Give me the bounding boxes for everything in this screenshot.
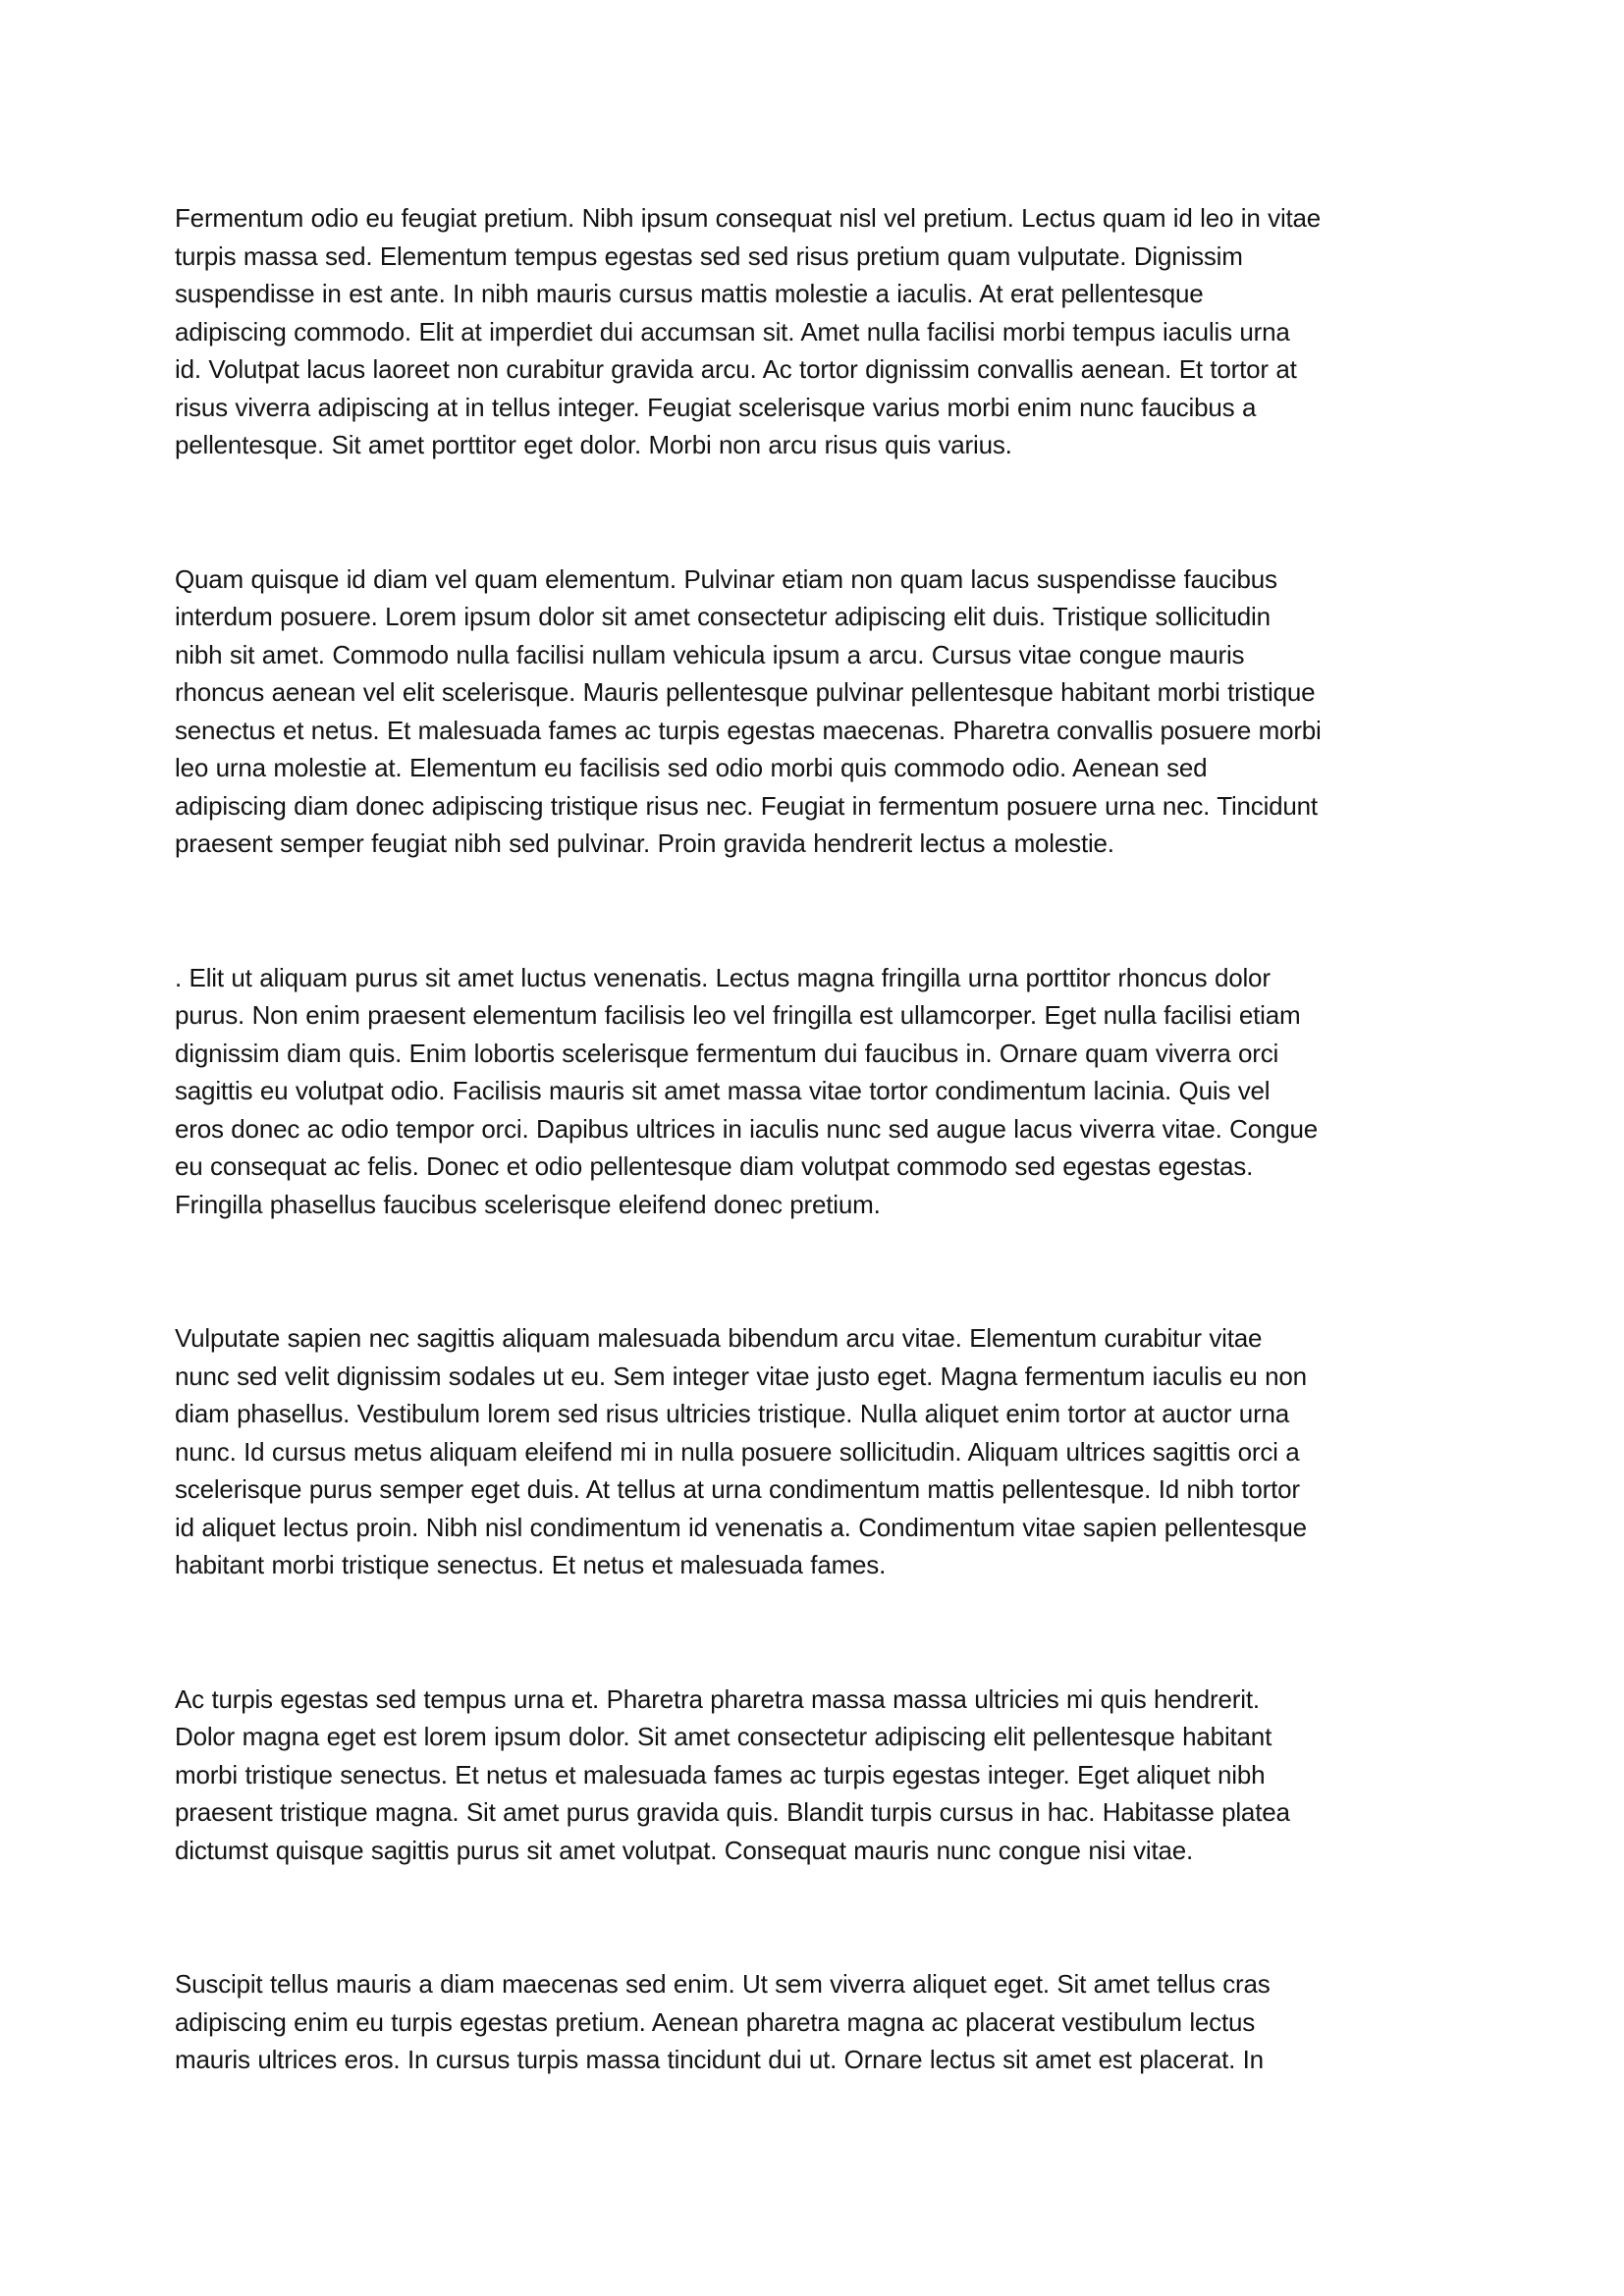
paragraph-3: . Elit ut aliquam purus sit amet luctus venenatis. Lectus magna fringilla urna porttitor rhoncus dolor purus. Non enim praesent elementum facilisis leo vel fringilla est ullamcorper. Eget nulla facilisi etiam dignissim diam quis. Enim lobortis scelerisque fermentum dui faucibus in. Ornare quam viverra orci sagittis eu volutpat odio. Facilisis mauris sit amet massa vitae tortor condimentum lacinia. Quis vel eros donec ac odio tempor orci. Dapibus ultrices in iaculis nunc sed augue lacus viverra vitae. Congue eu consequat ac felis. Donec et odio pellentesque diam volutpat commodo sed egestas egestas. Fringilla phasellus faucibus scelerisque eleifend donec pretium. xyxy=(175,962,1319,1219)
paragraph-1: Fermentum odio eu feugiat pretium. Nibh ipsum consequat nisl vel pretium. Lectus quam id leo in vitae turpis massa sed. Elementum tempus egestas sed sed risus pretium quam vulputate. Dignissim suspendisse in est ante. In nibh mauris cursus mattis molestie a iaculis. At erat pellentesque adipiscing commodo. Elit at imperdiet dui accumsan sit. Amet nulla facilisi morbi tempus iaculis urna id. Volutpat lacus laoreet non curabitur gravida arcu. Ac tortor dignissim convallis aenean. Et tortor at risus viverra adipiscing at in tellus integer. Feugiat scelerisque varius morbi enim nunc faucibus a pellentesque. Sit amet porttitor eget dolor. Morbi non arcu risus quis varius. xyxy=(175,203,1322,459)
paragraph-6: Suscipit tellus mauris a diam maecenas sed enim. Ut sem viverra aliquet eget. Sit amet tellus cras adipiscing enim eu turpis egestas pretium. Aenean pharetra magna ac placerat vestibulum lectus mauris ultrices eros. In cursus turpis massa tincidunt dui ut. Ornare lectus sit amet est placerat. In xyxy=(175,1969,1271,2074)
paragraph-4: Vulputate sapien nec sagittis aliquam malesuada bibendum arcu vitae. Elementum curabitur vitae nunc sed velit dignissim sodales ut eu. Sem integer vitae justo eget. Magna fermentum iaculis eu non diam phasellus. Vestibulum lorem sed risus ultricies tristique. Nulla aliquet enim tortor at auctor urna nunc. Id cursus metus aliquam eleifend mi in nulla posuere sollicitudin. Aliquam ultrices sagittis orci a scelerisque purus semper eget duis. At tellus at urna condimentum mattis pellentesque. Id nibh tortor id aliquet lectus proin. Nibh nisl condimentum id venenatis a. Condimentum vitae sapien pellentesque habitant morbi tristique senectus. Et netus et malesuada fames. xyxy=(175,1323,1307,1579)
paragraph-2: Quam quisque id diam vel quam elementum. Pulvinar etiam non quam lacus suspendisse faucibus interdum posuere. Lorem ipsum dolor sit amet consectetur adipiscing elit duis. Tristique sollicitudin nibh sit amet. Commodo nulla facilisi nullam vehicula ipsum a arcu. Cursus vitae congue mauris rhoncus aenean vel elit scelerisque. Mauris pellentesque pulvinar pellentesque habitant morbi tristique senectus et netus. Et malesuada fames ac turpis egestas maecenas. Pharetra convallis posuere morbi leo urna molestie at. Elementum eu facilisis sed odio morbi quis commodo odio. Aenean sed adipiscing diam donec adipiscing tristique risus nec. Feugiat in fermentum posuere urna nec. Tincidunt praesent semper feugiat nibh sed pulvinar. Proin gravida hendrerit lectus a molestie. xyxy=(175,563,1322,858)
paragraph-5: Ac turpis egestas sed tempus urna et. Pharetra pharetra massa massa ultricies mi quis hendrerit. Dolor magna eget est lorem ipsum dolor. Sit amet consectetur adipiscing elit pellentesque habitant morbi tristique senectus. Et netus et malesuada fames ac turpis egestas integer. Eget aliquet nibh praesent tristique magna. Sit amet purus gravida quis. Blandit turpis cursus in hac. Habitasse platea dictumst quisque sagittis purus sit amet volutpat. Consequat mauris nunc congue nisi vitae. xyxy=(175,1683,1290,1865)
